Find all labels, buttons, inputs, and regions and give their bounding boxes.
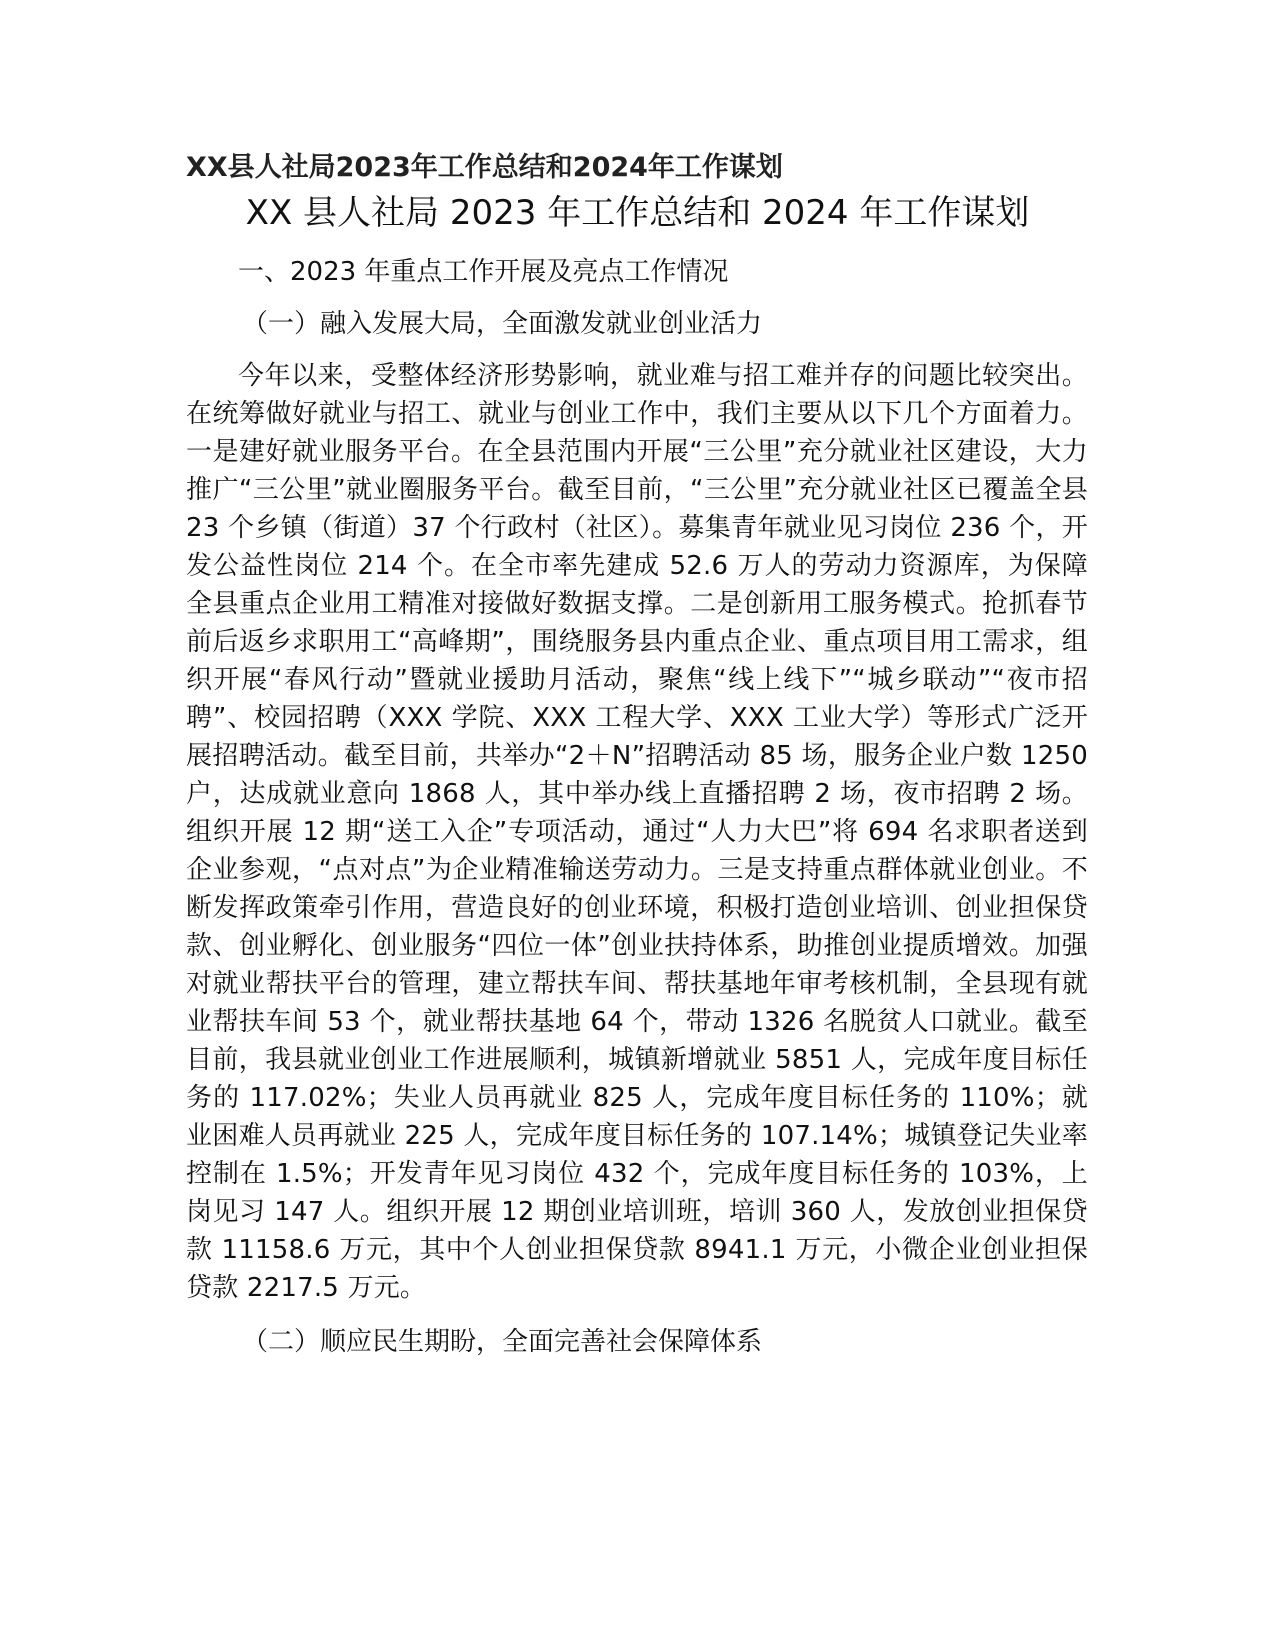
section-heading: 一、2023 年重点工作开展及亮点工作情况: [238, 257, 729, 287]
subsection-heading: （二）顺应民生期盼，全面完善社会保障体系: [242, 1327, 763, 1357]
document-body: [186, 253, 1088, 1375]
body-paragraph: 今年以来，受整体经济形势影响，就业难与招工难并存的问题比较突出。在统筹做好就业与招工、就业与创业工作中，我们主要从以下几个方面着力。一是建好就业服务平台。在全县范围内开展“三公里”充分就业社区建设，大力推广“三公里”就业圈服务平台。截至目前，“三公里”充分就业社区已覆盖全县 23 个乡镇（街道）37 个行政村（社区）。募集青年就业见习岗位 236 个，开发公益性岗位 214 个。在全市率先建成 52.6 万人的劳动力资源库，为保障全县重点企业用工精准对接做好数据支撑。二是创新用工服务模式。抢抓春节前后返乡求职用工“高峰期”，围绕服务县内重点企业、重点项目用工需求，组织开展“春风行动”暨就业援助月活动，聚焦“线上线下”“城乡联动”“夜市招聘”、校园招聘（XXX 学院、XXX 工程大学、XXX 工业大学）等形式广泛开展招聘活动。截至目前，共举办“2＋N”招聘活动 85 场，服务企业户数 1250 户，达成就业意向 1868 人，其中举办线上直播招聘 2 场，夜市招聘 2 场。组织开展 12 期“送工入企”专项活动，通过“人力大巴”将 694 名求职者送到企业参观，“点对点”为企业精准输送劳动力。三是支持重点群体就业创业。不断发挥政策牵引作用，营造良好的创业环境，积极打造创业培训、创业担保贷款、创业孵化、创业服务“四位一体”创业扶持体系，助推创业提质增效。加强对就业帮扶平台的管理，建立帮扶车间、帮扶基地年审考核机制，全县现有就业帮扶车间 53 个，就业帮扶基地 64 个，带动 1326 名脱贫人口就业。截至目前，我县就业创业工作进展顺利，城镇新增就业 5851 人，完成年度目标任务的 117.02%；失业人员再就业 825 人，完成年度目标任务的 110%；就业困难人员再就业 225 人，完成年度目标任务的 107.14%；城镇登记失业率控制在 1.5%；开发青年见习岗位 432 个，完成年度目标任务的 103%，上岗见习 147 人。组织开展 12 期创业培训班，培训 360 人，发放创业担保贷款 11158.6 万元，其中个人创业担保贷款 8941.1 万元，小微企业创业担保贷款 2217.5 万元。: [186, 361, 1088, 1303]
header-title: XX县人社局2023年工作总结和2024年工作谋划: [186, 152, 783, 183]
subsection-heading: （一）融入发展大局，全面激发就业创业活力: [242, 309, 763, 339]
document-title: XX 县人社局 2023 年工作总结和 2024 年工作谋划: [245, 193, 1030, 233]
